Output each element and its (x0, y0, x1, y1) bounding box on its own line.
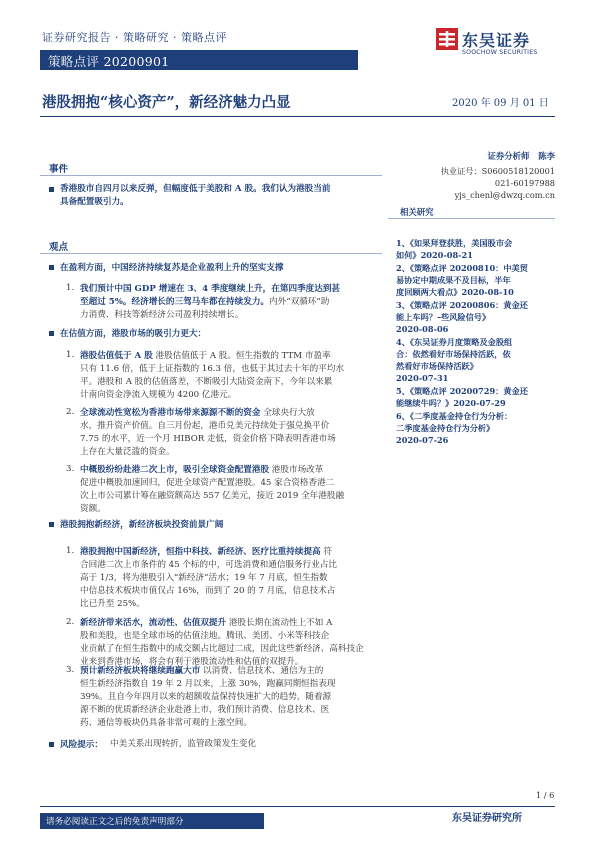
body-text: 比已升至 25%。 (80, 599, 145, 609)
title-divider (40, 116, 555, 117)
related-item-line: 能继续牛吗？》2020-07-29 (396, 398, 506, 408)
neweco-item-2-number: 2. (66, 617, 75, 627)
risk-text: 中美关系出现转折，监管政策发生变化 (110, 739, 257, 749)
emphasis-text: 我们预计中国 GDP 增速在 3、4 季度继续上升，在第四季度达到甚 (80, 284, 341, 294)
viewpoint-label: 观点 (49, 242, 69, 253)
body-text: 股和美股，也是全球市场的估值洼地。腾讯、美团、小米等科技企 (80, 631, 330, 641)
related-item-line: 如何》2020-08-21 (396, 250, 473, 260)
valuation-item-3-line (80, 464, 380, 477)
body-text: 港股估值低于 A 股。恒生指数的 TTM 市盈率 (152, 351, 331, 361)
related-item-line: 4、《东吴证券月度策略及金股组 (396, 337, 513, 347)
analyst-title: 证券分析师 (487, 151, 530, 161)
event-bullet (49, 187, 54, 192)
neweco-item-1-line (80, 598, 380, 611)
disclaimer-text: 请务必阅读正文之后的免责声明部分 (46, 817, 184, 827)
related-item-6[interactable] (396, 410, 556, 446)
profit-item-1-number: 1. (66, 283, 75, 293)
valuation-item-3-line (80, 477, 380, 490)
related-item-5[interactable] (396, 385, 556, 409)
section-profit-heading-bullet (49, 265, 54, 270)
emphasis-text: 新经济带来活水，流动性、估值双提升 (80, 618, 227, 628)
neweco-item-3-number: 3. (66, 665, 75, 675)
body-text: 只有 11.6 倍，低于上证指数的 16.3 倍，也低于其过去十年的平均水 (80, 364, 345, 374)
report-date: 2020 年 09 月 01 日 (452, 98, 549, 109)
related-item-line: 度回顾两大看点》2020-08-10 (396, 287, 514, 297)
related-item-line: 2、《策略点评 20200810：中美贸 (396, 263, 528, 273)
event-label: 事件 (49, 164, 69, 175)
footer-divider (40, 806, 555, 807)
analyst-phone: 021-60197988 (494, 178, 555, 188)
valuation-item-1-line (80, 376, 380, 389)
related-item-line: 易协定中期成果不及目标，半年 (396, 275, 511, 285)
report-title: 港股拥抱“核心资产”，新经济魅力凸显 (42, 94, 291, 111)
company-logo (436, 25, 561, 65)
valuation-item-2-line (80, 433, 380, 446)
logo-mark-icon (436, 28, 458, 50)
disclaimer-bar (40, 813, 264, 829)
body-text: 资额。 (80, 504, 106, 514)
neweco-item-3-line (80, 691, 380, 704)
risk-label: 风险提示： (60, 740, 103, 750)
neweco-item-3-line (80, 678, 380, 691)
report-categories: 证券研究报告 · 策略研究 · 策略点评 (42, 31, 227, 44)
report-tag: 策略点评 20200901 (48, 54, 170, 69)
body-text: 计南向资金净流入规模为 4200 亿港元。 (80, 390, 237, 400)
related-label: 相关研究 (400, 207, 434, 217)
profit-item-1-line (80, 309, 380, 322)
body-text: 39%。且自今年四月以来的超额收益保持快速扩大的趋势，随着源 (80, 692, 332, 702)
emphasis-text: 至超过 5%。经济增长的三驾马车都在持续发力。 (80, 297, 270, 307)
page-number: 1 / 6 (536, 790, 555, 800)
emphasis-text: 港股估值低于 A 股 (80, 351, 153, 361)
valuation-item-3-number: 3. (66, 464, 75, 474)
related-item-line: 2020-07-31 (396, 373, 449, 383)
body-text: 以消费、信息技术、通信为主的 (200, 666, 324, 676)
related-item-3[interactable] (396, 299, 556, 335)
body-text: 平。港股和 A 股的估值落差，不断吸引大陆资金南下，今年以来累 (80, 377, 333, 387)
neweco-item-1-line (80, 546, 380, 559)
body-text: 次上市公司累计筹在融资额高达 557 亿美元，接近 2019 全年港股融 (80, 491, 345, 501)
body-text: 力消费、科技等新经济公司盈利持续增长。 (80, 310, 244, 320)
body-text: 中信息技术板块市值仅占 16%，而到了 20 的 7 月底，信息技术占 (80, 586, 336, 596)
valuation-item-2-line (80, 446, 380, 459)
related-item-line: 3、《策略点评 20200806：黄金还 (396, 300, 528, 310)
related-item-line: 2020-08-06 (396, 324, 449, 334)
emphasis-text: 港股拥抱中国新经济，恒指中科技、新经济、医疗比重持续提高 (80, 547, 321, 557)
body-text: 港股市场改革 (269, 465, 324, 475)
related-item-2[interactable] (396, 262, 556, 298)
neweco-item-2-line (80, 630, 380, 643)
profit-item-1-line (80, 296, 380, 309)
body-text: 上存在大量泛滥的资金。 (80, 447, 175, 457)
body-text: 恒生新经济指数自 19 年 2 月以来，上涨 30%，跑赢同期恒指表现 (80, 679, 336, 689)
emphasis-text: 中概股纷纷赴港二次上市，吸引全球资金配置港股 (80, 465, 270, 475)
section-neweco-heading-bullet (49, 522, 54, 527)
related-item-line: 能上车吗？–些风险信号》 (396, 312, 491, 322)
related-item-line: 然看好市场保持活跃》 (396, 361, 478, 371)
related-item-line: 1、《如果拜登获胜，美国股市会 (396, 238, 513, 248)
body-text: 药、通信等板块仍具备非常可观的上涨空间。 (80, 718, 252, 728)
analyst-name: 陈李 (538, 151, 555, 161)
body-text: 全球央行大放 (260, 408, 315, 418)
viewpoint-divider (40, 253, 382, 254)
neweco-item-3-line (80, 665, 380, 678)
event-text: 具备配置吸引力。 (60, 197, 129, 207)
report-tag-bar (40, 50, 358, 70)
related-divider (388, 218, 555, 219)
valuation-item-2-number: 2. (66, 407, 75, 417)
body-text: 合回港二次上市条件的 45 个标的中，可选消费和通信服务行业占比 (80, 560, 338, 570)
body-text: 水，推升资产价值。自三月份起，港币兑美元持续处于强兑换平价 (80, 421, 330, 431)
neweco-item-1-line (80, 585, 380, 598)
body-text: 7.75 的水平，近一个月 HIBOR 走低，资金价格下降表明香港市场 (80, 434, 336, 444)
section-valuation-heading-bullet (49, 331, 54, 336)
neweco-item-2-line (80, 643, 380, 656)
related-item-line: 6、《二季度基金持仓行为分析： (396, 411, 513, 421)
event-divider (40, 175, 382, 176)
logo-text-cn: 东吴证券 (462, 31, 531, 50)
valuation-item-1-line (80, 363, 380, 376)
neweco-item-2-line (80, 617, 380, 630)
body-text: 高于 1/3，将为港股引入“新经济”活水；19 年 7 月底，恒生指数 (80, 573, 328, 583)
related-item-line: 2020-07-26 (396, 435, 449, 445)
analyst-email-link[interactable]: yjs_chenl@dwzq.com.cn (454, 190, 555, 200)
related-item-line: 5、《策略点评 20200729：黄金还 (396, 386, 528, 396)
valuation-item-2-line (80, 407, 380, 420)
body-text: 源不断的优质新经济企业赴港上市，我们预计消费、信息技术、医 (80, 705, 330, 715)
emphasis-text: 全球流动性宽松为香港市场带来源源不断的资金 (80, 408, 261, 418)
section-valuation-heading: 在估值方面，港股市场的吸引力更大： (60, 329, 207, 339)
body-text: 业来到香港市场，将会有利于港股流动性和估值的双提升。 (80, 657, 304, 667)
valuation-item-3-line (80, 490, 380, 503)
related-item-4[interactable] (396, 336, 556, 384)
body-text: 业贡献了在恒生指数中的成交额占比超过二成，因此这些新经济、高科技企 (80, 644, 364, 654)
neweco-item-1-line (80, 572, 380, 585)
risk-bullet (49, 742, 54, 747)
related-item-line: 合：依然看好市场保持活跃，依 (396, 349, 511, 359)
body-text: 港股长期在流动性上不如 A (226, 618, 333, 628)
valuation-item-1-line (80, 389, 380, 402)
event-text: 香港股市自四月以来反弹，但幅度低于美股和 A 股。我们认为港股当前 (60, 184, 331, 194)
valuation-item-2-line (80, 420, 380, 433)
body-text: 符 (320, 547, 332, 557)
profit-item-1-line (80, 283, 380, 296)
analyst-license: 执业证号：S0600518120001 (440, 166, 555, 176)
footer-institute: 东吴证券研究所 (452, 813, 522, 824)
body-text: 促进中概股加速回归，促进全球资产配置港股。45 家合资格香港二 (80, 478, 335, 488)
emphasis-text: 预计新经济板块将继续跑赢大市 (80, 666, 201, 676)
logo-text-en: SOOCHOW SECURITIES (462, 49, 538, 56)
body-text: 内外“双循环”助 (269, 297, 330, 307)
neweco-item-3-line (80, 717, 380, 730)
valuation-item-3-line (80, 503, 380, 516)
neweco-item-1-number: 1. (66, 546, 75, 556)
neweco-item-3-line (80, 704, 380, 717)
valuation-item-1-line (80, 350, 380, 363)
neweco-item-1-line (80, 559, 380, 572)
related-item-1[interactable] (396, 237, 556, 261)
section-neweco-heading: 港股拥抱新经济，新经济板块投资前景广阔 (60, 520, 224, 530)
valuation-item-1-number: 1. (66, 350, 75, 360)
related-item-line: 二季度基金持仓行为分析》 (396, 423, 495, 433)
section-profit-heading: 在盈利方面，中国经济持续复苏是企业盈利上升的坚实支撑 (60, 263, 284, 273)
analyst-info (432, 150, 555, 201)
